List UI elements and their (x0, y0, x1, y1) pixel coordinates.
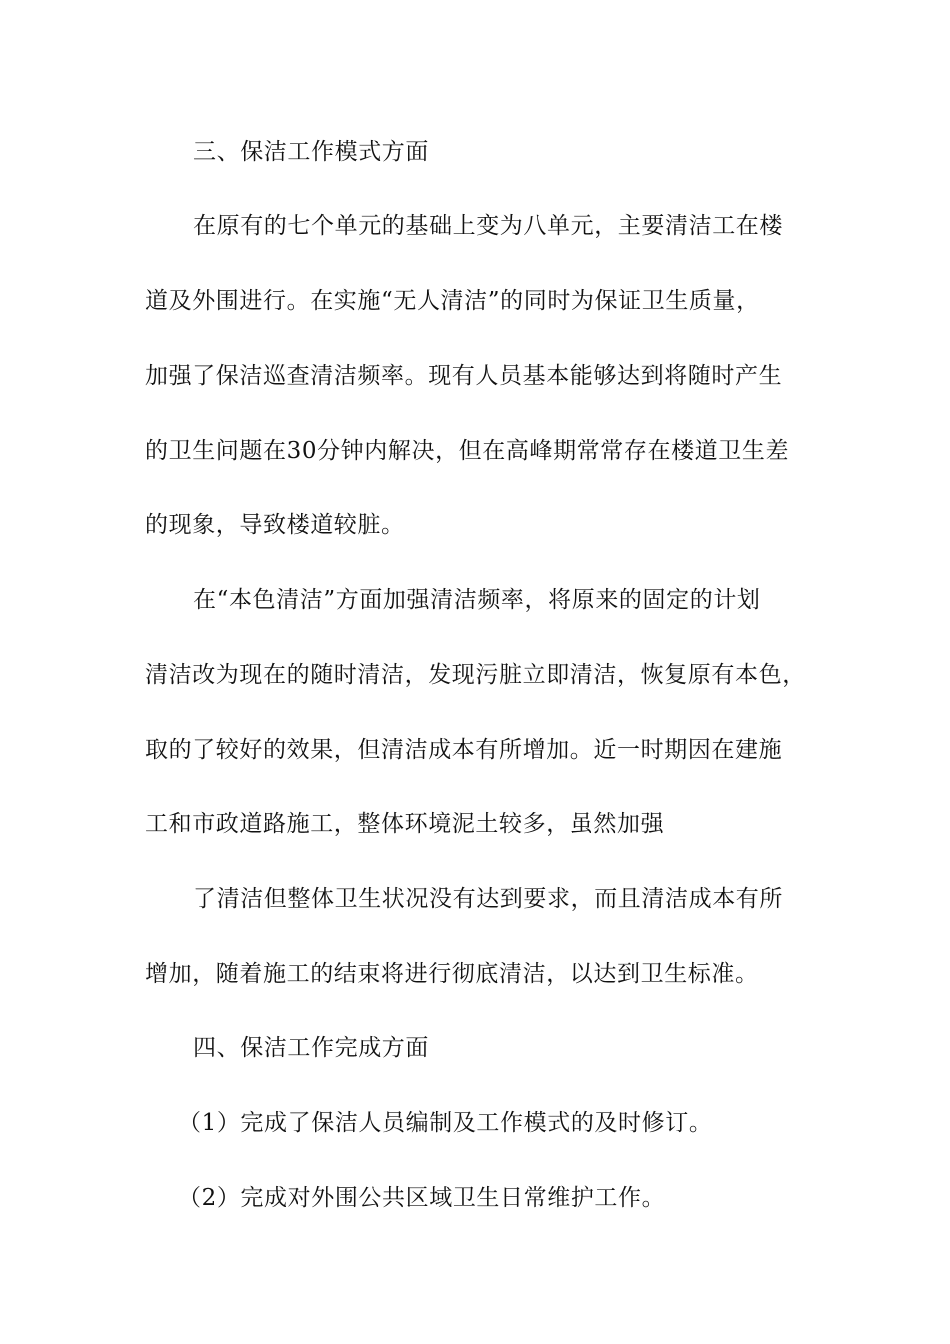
paragraph-line: 取的了较好的效果，但清洁成本有所增加。近一时期因在建施 (145, 737, 783, 763)
paragraph-line: 道及外围进行。在实施“无人清洁”的同时为保证卫生质量， (145, 288, 760, 314)
paragraph-line: 的现象，导致楼道较脏。 (145, 512, 405, 538)
list-item: （2）完成对外围公共区域卫生日常维护工作。 (178, 1185, 666, 1211)
paragraph-line: 清洁改为现在的随时清洁，发现污脏立即清洁，恢复原有本色， (145, 662, 806, 688)
paragraph-line: 加强了保洁巡查清洁频率。现有人员基本能够达到将随时产生 (145, 363, 783, 389)
paragraph-line: 在原有的七个单元的基础上变为八单元，主要清洁工在楼 (193, 213, 783, 239)
paragraph-line: 工和市政道路施工，整体环境泥土较多，虽然加强 (145, 811, 665, 837)
section-heading-4: 四、保洁工作完成方面 (193, 1035, 429, 1061)
paragraph-line: 的卫生问题在30分钟内解决，但在高峰期常常存在楼道卫生差 (145, 438, 790, 464)
paragraph-line: 增加，随着施工的结束将进行彻底清洁，以达到卫生标准。 (145, 961, 759, 987)
paragraph-line: 在“本色清洁”方面加强清洁频率，将原来的固定的计划 (193, 587, 761, 613)
list-item: （1）完成了保洁人员编制及工作模式的及时修订。 (178, 1110, 713, 1136)
section-heading-3: 三、保洁工作模式方面 (193, 139, 429, 165)
paragraph-line: 了清洁但整体卫生状况没有达到要求，而且清洁成本有所 (193, 886, 783, 912)
